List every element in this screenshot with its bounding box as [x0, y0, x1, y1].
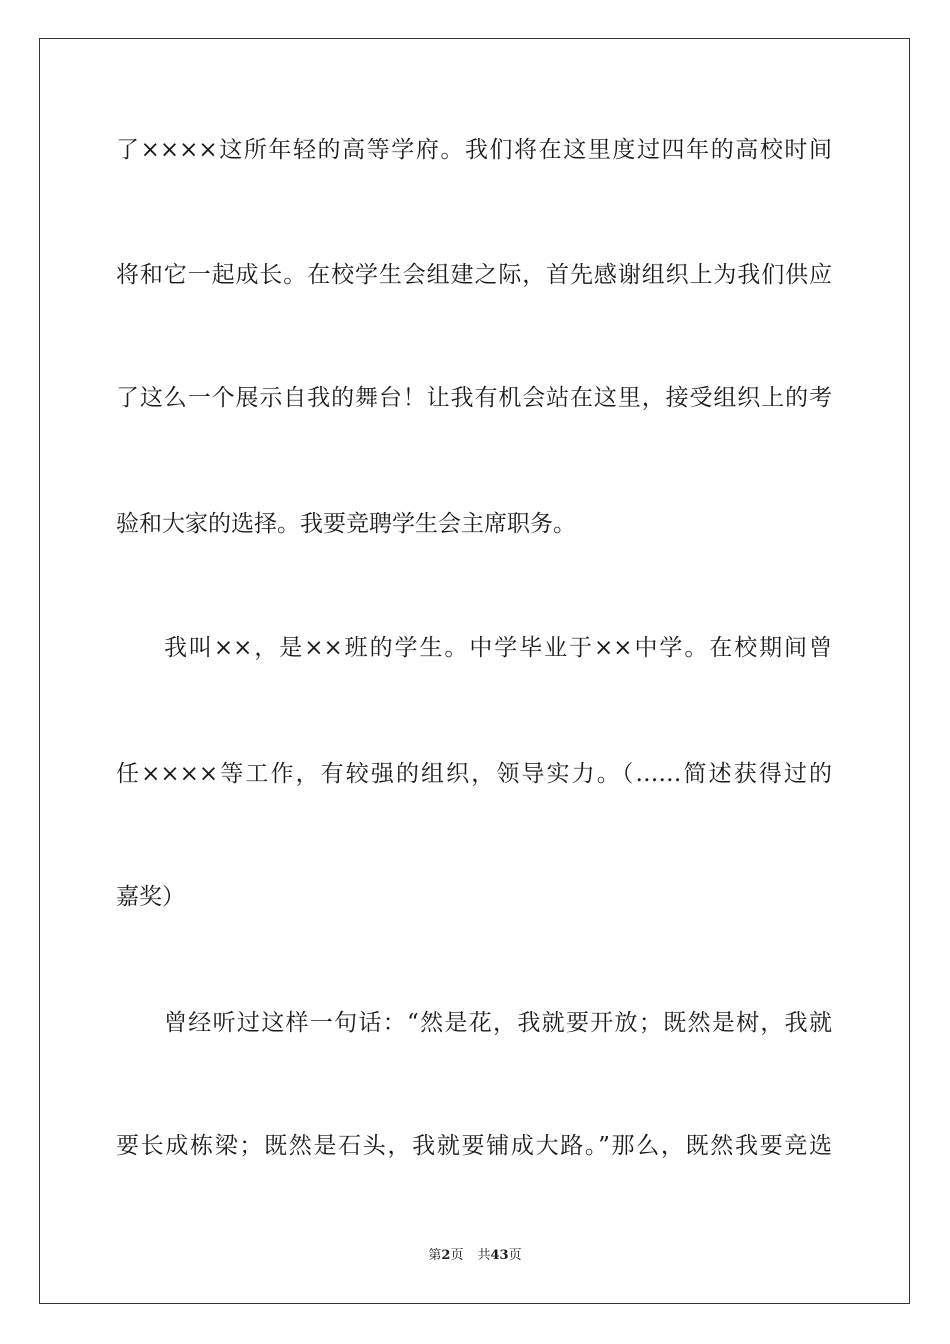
text-line-4: 验和大家的选择。我要竞聘学生会主席职务。 — [116, 511, 576, 537]
footer-page-prefix: 第 — [428, 1248, 442, 1263]
text-line-9: 要长成栋梁；既然是石头，我就要铺成大路。”那么，既然我要竞选 — [116, 1133, 832, 1159]
page-border — [39, 38, 910, 1304]
text-line-7: 嘉奖） — [116, 884, 185, 910]
text-line-5: 我叫××，是××班的学生。中学毕业于××中学。在校期间曾 — [164, 635, 832, 661]
footer-page-suffix: 页 — [450, 1248, 464, 1263]
text-line-8: 曾经听过这样一句话：“然是花，我就要开放；既然是树，我就 — [164, 1010, 832, 1036]
text-line-6: 任××××等工作，有较强的组织，领导实力。（……简述获得过的 — [116, 761, 832, 787]
footer-page-number: 2 — [441, 1248, 451, 1263]
footer-total-number: 43 — [490, 1248, 509, 1263]
text-line-1: 了××××这所年轻的高等学府。我们将在这里度过四年的高校时间 — [116, 137, 832, 163]
text-line-3: 了这么一个展示自我的舞台！让我有机会站在这里，接受组织上的考 — [116, 385, 832, 411]
page-footer — [0, 1246, 950, 1266]
footer-total-suffix: 页 — [508, 1248, 522, 1263]
footer-total-prefix: 共 — [477, 1248, 491, 1263]
text-line-2: 将和它一起成长。在校学生会组建之际，首先感谢组织上为我们供应 — [116, 262, 832, 288]
